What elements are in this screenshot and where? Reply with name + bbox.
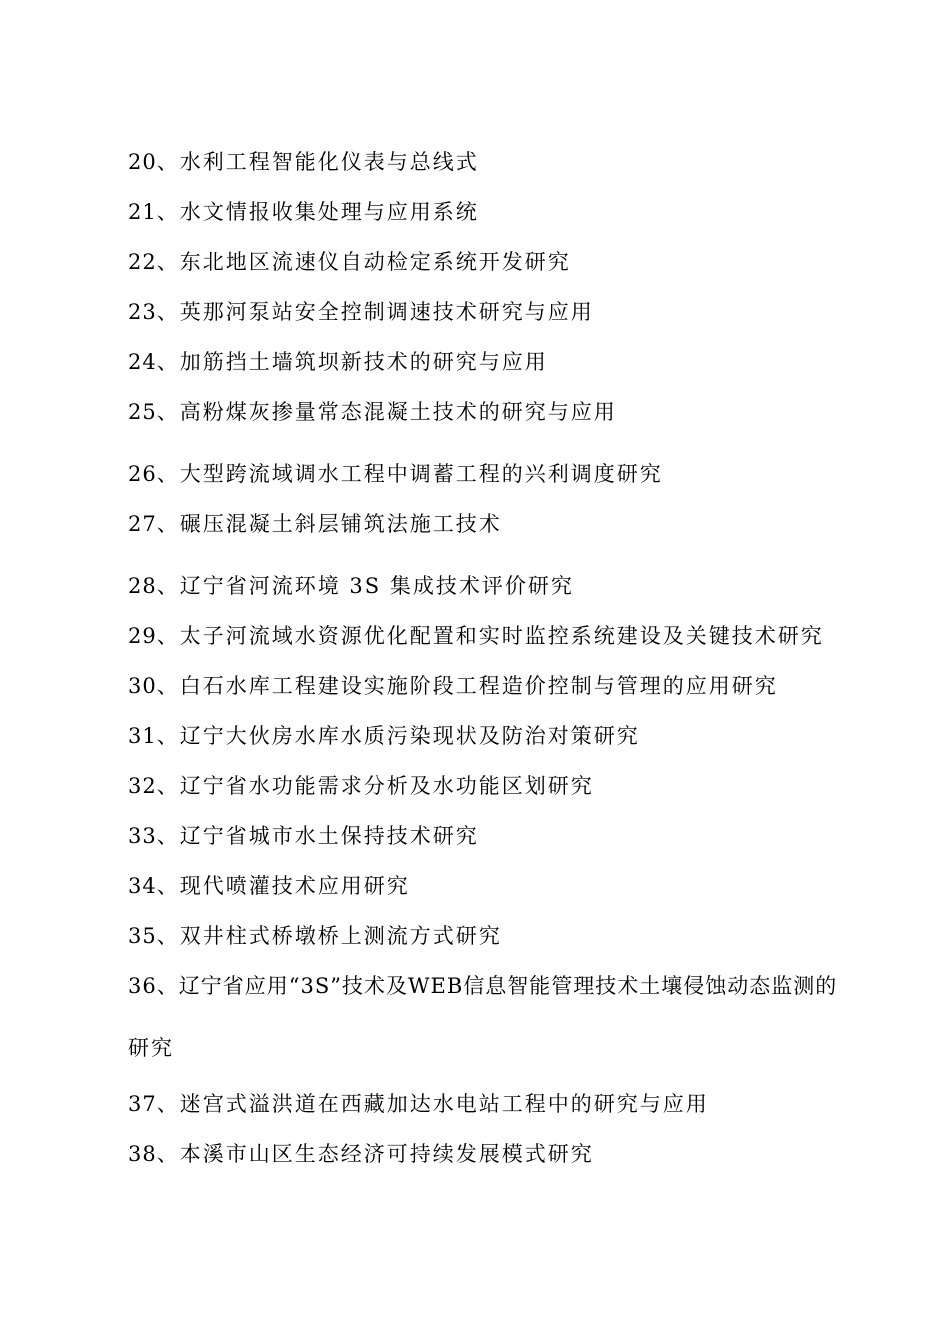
list-item-continuation [128,1034,174,1062]
item-number: 30 [128,674,157,698]
list-item [128,460,663,488]
item-number: 37 [128,1092,157,1116]
item-separator: 、 [156,250,180,274]
list-item [128,772,594,800]
item-number: 33 [128,824,157,848]
item-text: 辽宁省水功能需求分析及水功能区划研究 [179,774,594,798]
list-item [128,1090,709,1118]
item-separator: 、 [156,624,180,648]
item-number: 34 [128,874,157,898]
item-separator: 、 [156,150,180,174]
item-text: 水文情报收集处理与应用系统 [179,200,479,224]
item-separator: 、 [156,674,180,698]
item-text: 辽宁省城市水土保持技术研究 [179,824,479,848]
item-separator: 、 [156,512,180,536]
item-number: 29 [128,624,157,648]
list-item [128,248,571,276]
list-item [128,872,410,900]
item-text: 水利工程智能化仪表与总线式 [179,150,479,174]
list-item [128,348,548,376]
item-text: 碾压混凝土斜层铺筑法施工技术 [179,512,502,536]
item-number: 25 [128,400,157,424]
item-separator: 、 [156,462,180,486]
list-item [128,572,574,600]
item-text: 迷宫式溢洪道在西藏加达水电站工程中的研究与应用 [179,1092,709,1116]
item-separator: 、 [156,400,180,424]
item-text: 研究 [128,1036,174,1060]
list-item [128,148,479,176]
item-separator: 、 [156,924,180,948]
item-separator: 、 [156,974,179,998]
item-text: 太子河流域水资源优化配置和实时监控系统建设及关键技术研究 [179,624,824,648]
item-number: 27 [128,512,157,536]
item-number: 36 [128,974,157,998]
item-number: 26 [128,462,157,486]
item-separator: 、 [156,574,180,598]
item-text: 东北地区流速仪自动检定系统开发研究 [179,250,571,274]
item-text: 白石水库工程建设实施阶段工程造价控制与管理的应用研究 [179,674,778,698]
item-text: 辽宁省河流环境 3S 集成技术评价研究 [179,574,574,598]
list-item [128,622,824,650]
item-separator: 、 [156,724,180,748]
item-text: 大型跨流域调水工程中调蓄工程的兴利调度研究 [179,462,663,486]
item-separator: 、 [156,824,180,848]
item-number: 20 [128,150,157,174]
list-item [128,298,594,326]
list-item [128,1140,594,1168]
item-number: 31 [128,724,157,748]
item-number: 35 [128,924,157,948]
item-text: 双井柱式桥墩桥上测流方式研究 [179,924,502,948]
list-item [128,822,479,850]
item-text: 加筋挡土墙筑坝新技术的研究与应用 [179,350,548,374]
item-text: 英那河泵站安全控制调速技术研究与应用 [179,300,594,324]
list-item [128,198,479,226]
item-separator: 、 [156,350,180,374]
list-item [128,510,502,538]
list-item [128,972,837,1000]
item-separator: 、 [156,300,180,324]
item-text: 高粉煤灰掺量常态混凝土技术的研究与应用 [179,400,617,424]
item-separator: 、 [156,200,180,224]
list-item [128,398,617,426]
item-separator: 、 [156,774,180,798]
item-text: 辽宁大伙房水库水质污染现状及防治对策研究 [179,724,640,748]
item-separator: 、 [156,1092,180,1116]
item-number: 21 [128,200,157,224]
item-text: 现代喷灌技术应用研究 [179,874,410,898]
item-number: 28 [128,574,157,598]
item-number: 38 [128,1142,157,1166]
list-item [128,922,502,950]
item-separator: 、 [156,1142,180,1166]
list-item [128,722,640,750]
item-number: 32 [128,774,157,798]
item-number: 24 [128,350,157,374]
list-item [128,672,778,700]
item-text: 本溪市山区生态经济可持续发展模式研究 [179,1142,594,1166]
item-separator: 、 [156,874,180,898]
item-text: 辽宁省应用“3S”技术及WEB信息智能管理技术土壤侵蚀动态监测的 [178,974,838,998]
item-number: 22 [128,250,157,274]
item-number: 23 [128,300,157,324]
